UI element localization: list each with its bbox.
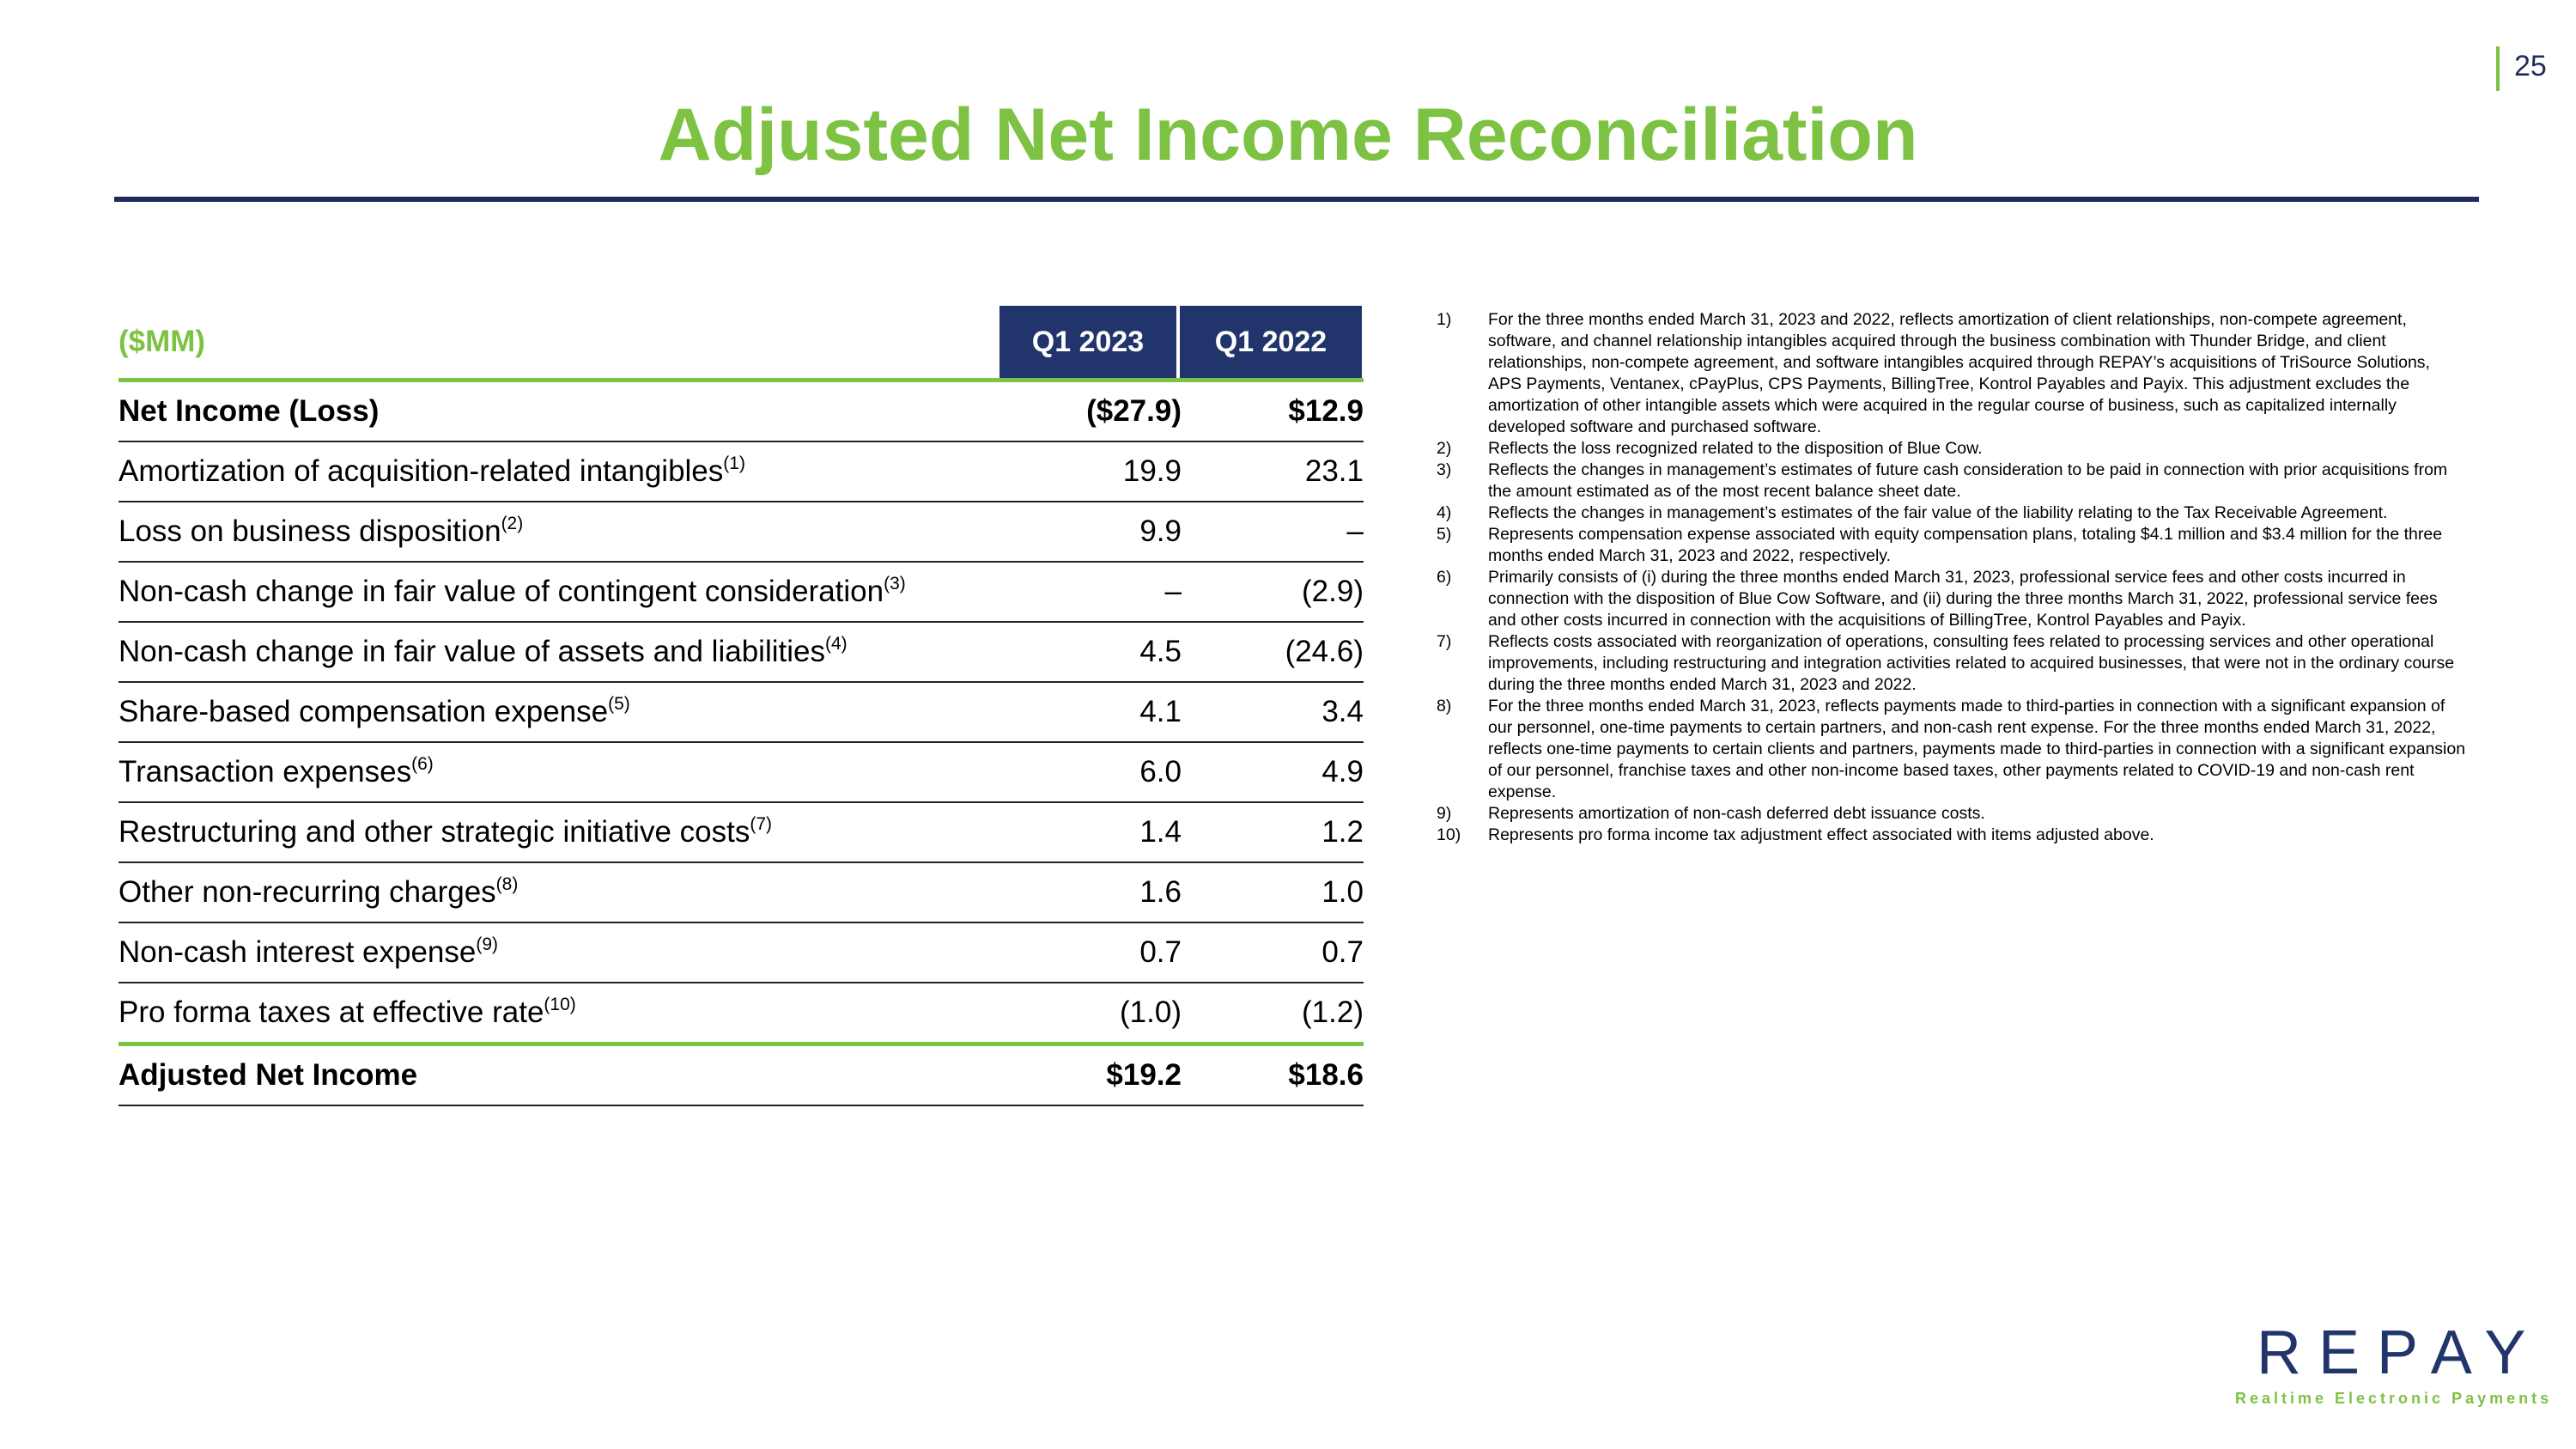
footnote-number: 7) [1437, 632, 1452, 651]
table-row [118, 683, 1364, 743]
value-q1-2022: (1.2) [1302, 995, 1364, 1029]
row-label-text: Transaction expenses [118, 755, 412, 788]
unit-label: ($MM) [118, 325, 206, 358]
table-row [118, 1046, 1364, 1106]
row-label-text: Amortization of acquisition-related intangibles [118, 454, 724, 488]
footnote-number: 5) [1437, 525, 1452, 544]
footnote-text: Represents amortization of non-cash deferred debt issuance costs. [1488, 804, 1985, 823]
row-label-text: Pro forma taxes at effective rate [118, 995, 544, 1029]
table-row [118, 382, 1364, 442]
value-q1-2023: 9.9 [1139, 514, 1182, 548]
table-row [118, 863, 1364, 923]
footnote-text: Reflects the loss recognized related to the disposition of Blue Cow. [1488, 439, 1983, 458]
column-header-q1-2022: Q1 2022 [1180, 306, 1362, 378]
value-q1-2022: $12.9 [1288, 394, 1364, 428]
table-row [118, 623, 1364, 683]
footnote [1437, 460, 2467, 502]
footnote-ref: (4) [824, 634, 848, 654]
footnote-text: Reflects the changes in management’s estimates of the fair value of the liability relating to the Tax Receivable Agreement. [1488, 503, 2388, 522]
footnote [1437, 438, 2467, 460]
value-q1-2022: (2.9) [1302, 575, 1364, 608]
table-row [118, 923, 1364, 983]
value-q1-2022: 3.4 [1321, 695, 1364, 728]
footnote-ref: (6) [411, 754, 434, 774]
value-q1-2023: ($27.9) [1086, 394, 1182, 428]
footnotes [1437, 309, 2467, 846]
value-q1-2022: 1.0 [1321, 875, 1364, 909]
page-title: Adjusted Net Income Reconciliation [658, 94, 1918, 176]
row-label [118, 815, 772, 849]
row-label [118, 935, 498, 970]
row-label-text: Non-cash interest expense [118, 935, 477, 969]
footnote-number: 3) [1437, 460, 1452, 479]
row-label-text: Share-based compensation expense [118, 695, 609, 728]
row-label-text: Net Income (Loss) [118, 394, 380, 428]
footnote-text: For the three months ended March 31, 2023, reflects payments made to third-parties in connection with a significant expansion of our personnel, one-time payments to certain partners, and non-cash rent expense. For the three months ended March 31, 2022, reflects one-time payments to certain clients and partners, payments made to third-parties in connection with a significant expansion of our personnel, franchise taxes and other non-income based taxes, other payments related to COVID-19 and non-cash rent expense. [1488, 697, 2466, 801]
footnote-number: 6) [1437, 568, 1452, 587]
value-q1-2022: (24.6) [1285, 635, 1364, 668]
row-label [118, 875, 518, 910]
table-header [118, 306, 1364, 378]
footnote-text: Represents pro forma income tax adjustment effect associated with items adjusted above. [1488, 825, 2154, 844]
row-label-text: Adjusted Net Income [118, 1058, 418, 1092]
row-label-text: Restructuring and other strategic initiative costs [118, 815, 750, 849]
value-q1-2022: $18.6 [1288, 1058, 1364, 1092]
value-q1-2023: 19.9 [1122, 454, 1182, 488]
footnote [1437, 631, 2467, 696]
value-q1-2022: 4.9 [1321, 755, 1364, 788]
footnote [1437, 825, 2467, 846]
footnote-ref: (5) [608, 694, 630, 714]
value-q1-2023: $19.2 [1106, 1058, 1182, 1092]
table-row [118, 563, 1364, 623]
table-row [118, 983, 1364, 1042]
footnote-ref: (3) [884, 574, 906, 594]
row-label [118, 1058, 417, 1093]
footnote [1437, 502, 2467, 524]
footnote-ref: (9) [476, 935, 499, 954]
value-q1-2023: 0.7 [1139, 935, 1182, 969]
table-row [118, 442, 1364, 502]
footnote-text: Reflects the changes in management’s estimates of future cash consideration to be paid in connection with prior acquisitions from the amount estimated as of the most recent balance sheet date. [1488, 460, 2448, 501]
value-q1-2023: 4.5 [1139, 635, 1182, 668]
row-label [118, 454, 745, 489]
footnote-text: For the three months ended March 31, 2023 and 2022, reflects amortization of client relationships, non-compete agreement, software, and channel relationship intangibles acquired through the business combination with Thunder Bridge, and client relationships, non-compete agreement, and software intangibles acquired through REPAY’s acquisitions of TriSource Solutions, APS Payments, Ventanex, cPayPlus, CPS Payments, BillingTree, Kontrol Payables and Payix. This adjustment excludes the amortization of other intangible assets which were acquired in the regular course of business, such as capitalized internally developed software and purchased software. [1488, 310, 2430, 436]
value-q1-2023: 1.6 [1139, 875, 1182, 909]
table-row [118, 803, 1364, 863]
row-label [118, 575, 906, 609]
footnote-number: 9) [1437, 804, 1452, 823]
table-row [118, 502, 1364, 563]
footnote [1437, 524, 2467, 567]
value-q1-2022: 0.7 [1321, 935, 1364, 969]
footnote [1437, 309, 2467, 438]
footnote-text: Represents compensation expense associated with equity compensation plans, totaling $4.1 million and $3.4 million for the three months ended March 31, 2023 and 2022, respectively. [1488, 525, 2443, 565]
row-label [118, 755, 434, 789]
value-q1-2023: 4.1 [1139, 695, 1182, 728]
title-divider [114, 197, 2479, 202]
footnote [1437, 567, 2467, 631]
footnote-ref: (1) [723, 454, 745, 473]
footnote-ref: (8) [495, 874, 519, 894]
footnote-number: 4) [1437, 503, 1452, 522]
row-label [118, 394, 379, 429]
row-label [118, 635, 848, 669]
footnote [1437, 803, 2467, 825]
value-q1-2022: – [1346, 514, 1364, 548]
footnote-number: 8) [1437, 697, 1452, 715]
footnote-number: 2) [1437, 439, 1452, 458]
page-number-divider [2496, 46, 2500, 91]
reconciliation-table [118, 306, 1364, 1106]
footnote-text: Primarily consists of (i) during the three months ended March 31, 2023, professional service fees and other costs incurred in connection with the disposition of Blue Cow Software, and (ii) during the three months March 31, 2022, professional service fees and other costs incurred in connection with the acquisitions of BillingTree, Kontrol Payables and Payix. [1488, 568, 2438, 630]
row-label-text: Non-cash change in fair value of assets and liabilities [118, 635, 825, 668]
row-label-text: Loss on business disposition [118, 514, 501, 548]
value-q1-2022: 23.1 [1304, 454, 1364, 488]
value-q1-2022: 1.2 [1321, 815, 1364, 849]
footnote-ref: (2) [501, 514, 524, 533]
row-label [118, 695, 630, 729]
logo-tagline: Realtime Electronic Payments [2235, 1390, 2553, 1407]
value-q1-2023: 1.4 [1139, 815, 1182, 849]
footnote [1437, 696, 2467, 803]
logo-wordmark: REPAY [2257, 1318, 2543, 1387]
footnote-text: Reflects costs associated with reorganization of operations, consulting fees related to processing services and other operational improvements, including restructuring and integration activities related to acquired businesses, that were not in the ordinary course during the three months ended March 31, 2023 and 2022. [1488, 632, 2455, 694]
footnote-ref: (7) [750, 814, 773, 834]
value-q1-2023: 6.0 [1139, 755, 1182, 788]
repay-logo [2257, 1318, 2543, 1388]
value-q1-2023: (1.0) [1120, 995, 1182, 1029]
footnote-ref: (10) [544, 995, 576, 1014]
footnote-number: 10) [1437, 825, 1461, 844]
table-row [118, 743, 1364, 803]
footnote-number: 1) [1437, 310, 1452, 329]
row-label [118, 995, 576, 1030]
value-q1-2023: – [1164, 575, 1182, 608]
page-number: 25 [2514, 50, 2547, 82]
table-body [118, 382, 1364, 1106]
row-label-text: Other non-recurring charges [118, 875, 496, 909]
row-label-text: Non-cash change in fair value of contingent consideration [118, 575, 884, 608]
column-header-q1-2023: Q1 2023 [999, 306, 1176, 378]
row-label [118, 514, 523, 549]
